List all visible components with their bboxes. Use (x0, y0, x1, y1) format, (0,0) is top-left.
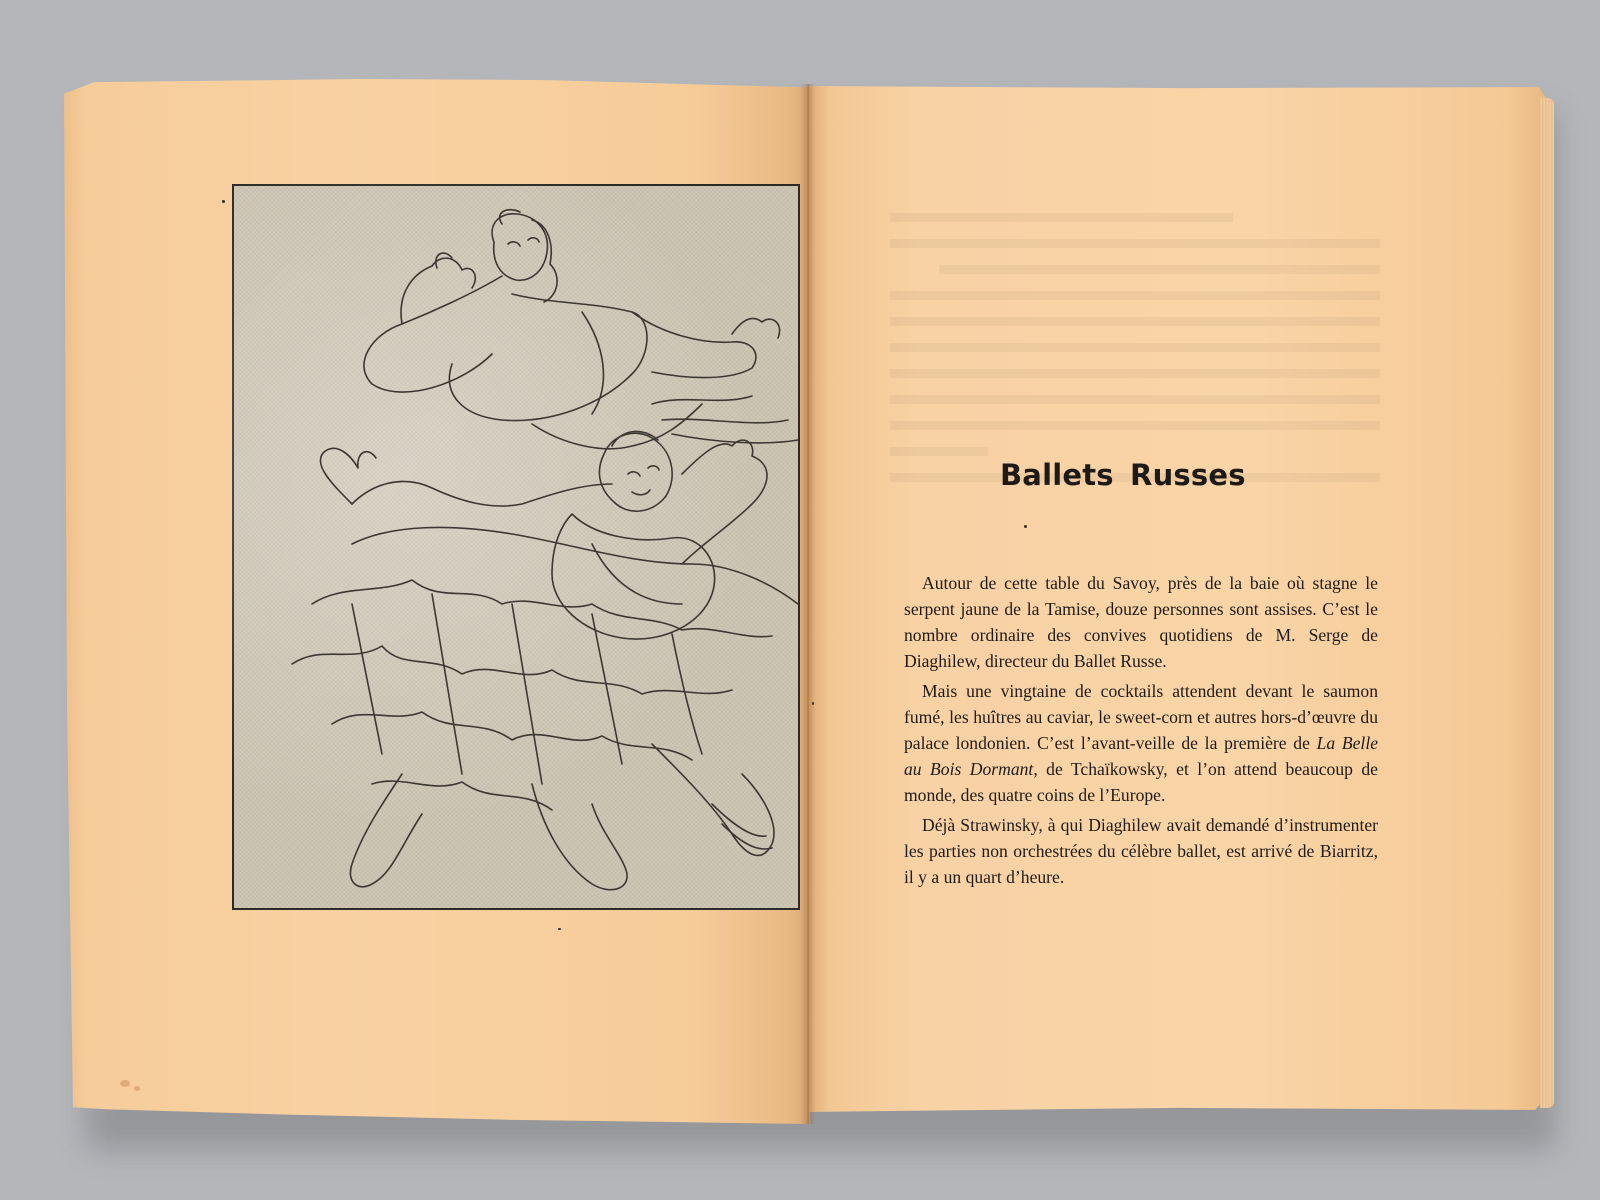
ink-speck (1024, 525, 1027, 528)
paragraph-3: Déjà Strawinsky, à qui Diaghilew avait demandé d’instrumenter les parties non orchestrées du célèbre ballet, est arrivé de Biarritz, il y a un quart d’heure. (904, 815, 1378, 887)
work-title-italic: La Belle au Bois Dormant (904, 733, 1379, 779)
dancers-drawing (232, 184, 800, 910)
show-through-text (890, 196, 1380, 496)
dancers-illustration (232, 184, 800, 910)
paragraph-1: Autour de cette table du Savoy, près de la baie où stagne le serpent jaune de la Tamise, douze personnes sont assises. C’est le nombre ordinaire des convives quotidiens de M. Serge de Diaghilew, directeur du Ballet Russe. (904, 573, 1378, 671)
chapter-text (904, 570, 1378, 894)
chapter-title: Ballets Russes (1000, 458, 1246, 492)
book-gutter (800, 84, 816, 1124)
foxing-stain (120, 1080, 130, 1087)
paragraph-2-after: , de Tchaïkowsky, et l’on attend beaucoup de monde, des quatre coins de l’Europe. (904, 759, 1378, 805)
ink-speck (558, 928, 561, 930)
ink-speck (222, 200, 225, 203)
foxing-stain (134, 1086, 140, 1091)
ink-speck (812, 702, 814, 705)
paragraph-2-before: Mais une vingtaine de cocktails attendent devant le saumon fumé, les huîtres au caviar, le sweet-corn et autres hors-d’œuvre du palace londonien. C’est l’avant-veille de la première de (904, 681, 1378, 753)
page-edges (1540, 98, 1554, 1108)
paragraph-2 (904, 678, 1378, 808)
